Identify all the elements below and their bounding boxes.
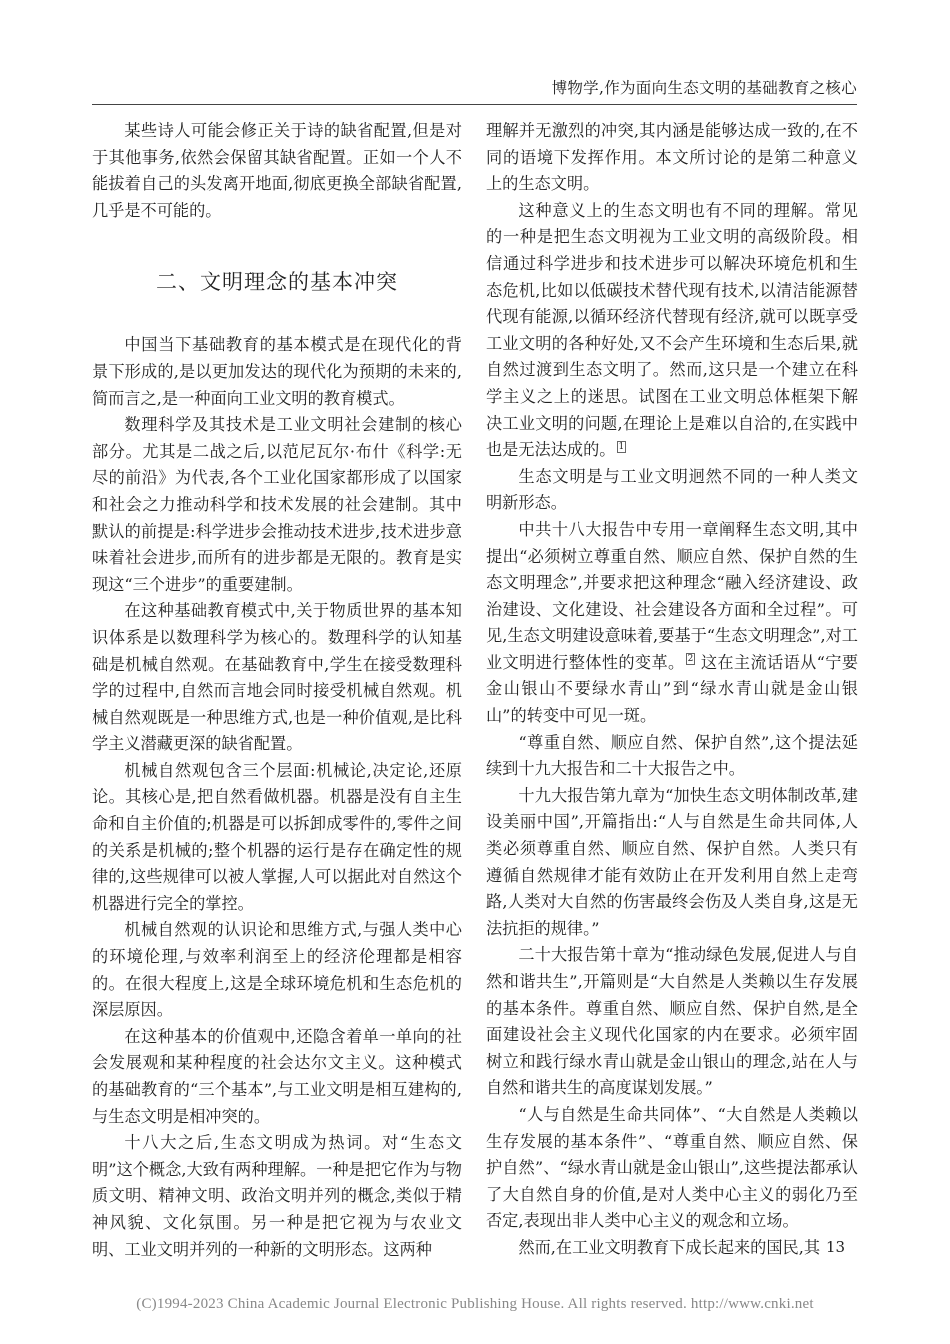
left-column [92,118,462,1263]
paragraph-text: 这种意义上的生态文明也有不同的理解。常见的一种是把生态文明视为工业文明的高级阶段。相信通过科学进步和技术进步可以解决环境危机和生态危机,比如以低碳技术替代现有技术,以清洁能源替代现有能源,以循环经济代替现有经济,就可以既享受工业文明的各种好处,又不会产生环境和生态后果,就自然过渡到生态文明了。然而,这只是一个建立在科学主义之上的迷思。试图在工业文明总体框架下解决工业文明的问题,在理论上是难以自洽的,在实践中也是无法达成的。 [486,200,858,460]
paragraph: 理解并无激烈的冲突,其内涵是能够达成一致的,在不同的语境下发挥作用。本文所讨论的是第二种意义上的生态文明。 [486,121,858,194]
paragraph: 中国当下基础教育的基本模式是在现代化的背景下形成的,是以更加发达的现代化为预期的未来的,简而言之,是一种面向工业文明的教育模式。 [92,335,462,408]
paragraph: 生态文明是与工业文明迥然不同的一种人类文明新形态。 [486,466,858,513]
paragraph: 在这种基础教育模式中,关于物质世界的基本知识体系是以数理科学为核心的。数理科学的认知基础是机械自然观。在基础教育中,学生在接受数理科学的过程中,自然而言地会同时接受机械自然观。机械自然观既是一种思维方式,也是一种价值观,是比科学主义潜藏更深的缺省配置。 [92,601,462,754]
running-header: 博物学,作为面向生态文明的基础教育之核心 [551,79,857,97]
paragraph: 然而,在工业文明教育下成长起来的国民,其 [518,1237,821,1257]
paragraph: 机械自然观的认识论和思维方式,与强人类中心的环境伦理,与效率利润至上的经济伦理都是相容的。在很大程度上,这是全球环境危机和生态危机的深层原因。 [92,920,462,1020]
paragraph [486,198,858,464]
footnote-marker[interactable]: 2 [687,654,694,665]
paragraph: 数理科学及其技术是工业文明社会建制的核心部分。尤其是二战之后,以范尼瓦尔·布什《科学:无尽的前沿》为代表,各个工业化国家都形成了以国家和社会之力推动科学和技术发展的社会建制。其中默认的前提是:科学进步会推动技术进步,技术进步意味着社会进步,而所有的进步都是无限的。教育是实现这“三个进步”的重要建制。 [92,415,462,594]
footnote-marker[interactable]: 1 [618,441,625,452]
paragraph-text: 这在主流话语从“宁要金山银山不要绿水青山”到“绿水青山就是金山银山”的转变中可见一斑。 [486,652,859,726]
paragraph [486,517,858,730]
paragraph: 某些诗人可能会修正关于诗的缺省配置,但是对于其他事务,依然会保留其缺省配置。正如一个人不能拔着自己的头发离开地面,彻底更换全部缺省配置,几乎是不可能的。 [92,121,462,220]
header-rule [92,104,857,105]
page-number: 13 [826,1238,846,1256]
paragraph: 十八大之后,生态文明成为热词。对“生态文明”这个概念,大致有两种理解。一种是把它作为与物质文明、精神文明、政治文明并列的概念,类似于精神风貌、文化氛围。另一种是把它视为与农业文明、工业文明并列的一种新的文明形态。这两种 [92,1133,462,1259]
section-heading: 二、文明理念的基本冲突 [156,270,398,295]
paragraph: “尊重自然、顺应自然、保护自然”,这个提法延续到十九大报告和二十大报告之中。 [486,732,858,779]
paragraph-text: 中共十八大报告中专用一章阐释生态文明,其中提出“必须树立尊重自然、顺应自然、保护自然的生态文明理念”,并要求把这种理念“融入经济建设、政治建设、文化建设、社会建设各方面和全过程”。可见,生态文明建设意味着,要基于“生态文明理念”,对工业文明进行整体性的变革。 [486,519,858,672]
paragraph: 二十大报告第十章为“推动绿色发展,促进人与自然和谐共生”,开篇则是“大自然是人类赖以生存发展的基本条件。尊重自然、顺应自然、保护自然,是全面建设社会主义现代化国家的内在要求。必须牢固树立和践行绿水青山就是金山银山的理念,站在人与自然和谐共生的高度谋划发展。” [486,945,858,1098]
right-column [486,118,858,1262]
paragraph: 机械自然观包含三个层面:机械论,决定论,还原论。其核心是,把自然看做机器。机器是没有自主生命和自主价值的;机器是可以拆卸成零件的,零件之间的关系是机械的;整个机器的运行是存在确定性的规律的,这些规律可以被人掌握,人可以据此对自然这个机器进行完全的掌控。 [92,760,462,913]
paragraph: “人与自然是生命共同体”、“大自然是人类赖以生存发展的基本条件”、“尊重自然、顺应自然、保护自然”、“绿水青山就是金山银山”,这些提法都承认了大自然自身的价值,是对人类中心主义的弱化乃至否定,表现出非人类中心主义的观念和立场。 [486,1104,858,1231]
paragraph: 十九大报告第九章为“加快生态文明体制改革,建设美丽中国”,开篇指出:“人与自然是生命共同体,人类必须尊重自然、顺应自然、保护自然。人类只有遵循自然规律才能有效防止在开发利用自然上走弯路,人类对大自然的伤害最终会伤及人类自身,这是无法抗拒的规律。” [486,785,858,938]
copyright-notice: (C)1994-2023 China Academic Journal Electronic Publishing House. All rights reserved. http://www.cnki.net [136,1296,814,1312]
paragraph: 在这种基本的价值观中,还隐含着单一单向的社会发展观和某种程度的社会达尔文主义。这种模式的基础教育的“三个基本”,与工业文明是相互建构的,与生态文明是相冲突的。 [92,1026,462,1126]
